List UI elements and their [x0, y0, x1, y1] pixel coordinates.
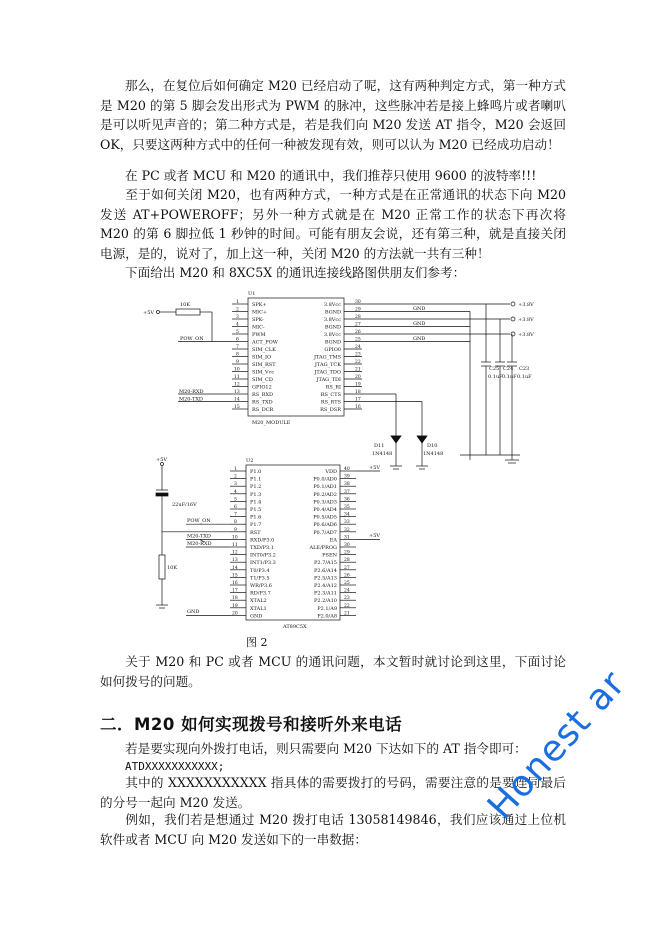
svg-text:BGND: BGND: [324, 339, 341, 346]
svg-text:RS_RI: RS_RI: [325, 384, 341, 391]
svg-text:SIM_IO: SIM_IO: [252, 354, 272, 361]
u2-vdd-supply-label: +5V: [369, 465, 380, 471]
svg-text:SPK+: SPK+: [252, 302, 267, 308]
svg-text:T0/P3.4: T0/P3.4: [250, 567, 270, 574]
svg-text:13: 13: [234, 390, 240, 395]
svg-text:P2.4/A12: P2.4/A12: [314, 583, 337, 589]
svg-text:XTAL2: XTAL2: [250, 598, 267, 605]
svg-text:P2.7/A15: P2.7/A15: [314, 560, 337, 567]
svg-text:33: 33: [344, 520, 350, 526]
svg-text:3: 3: [236, 315, 239, 320]
svg-text:18: 18: [232, 596, 238, 602]
svg-text:22: 22: [355, 360, 361, 365]
svg-text:RXD/P3.0: RXD/P3.0: [250, 537, 275, 544]
svg-text:29: 29: [344, 550, 350, 556]
svg-text:31: 31: [344, 535, 350, 541]
u2-name-label: AT89C5X: [283, 624, 307, 630]
gnd-label-3: GND: [413, 336, 426, 342]
gnd-label-1: GND: [413, 306, 426, 312]
gnd-label-2: GND: [413, 321, 426, 327]
svg-text:27: 27: [344, 565, 350, 571]
svg-text:17: 17: [355, 397, 361, 403]
svg-text:XTAL1: XTAL1: [250, 605, 267, 612]
svg-text:P0.5/AD5: P0.5/AD5: [313, 514, 337, 521]
svg-text:INT0/P3.2: INT0/P3.2: [250, 552, 276, 559]
svg-text:19: 19: [232, 603, 238, 609]
svg-text:27: 27: [355, 322, 361, 328]
svg-text:18: 18: [355, 390, 361, 395]
svg-text:ALE/PROG: ALE/PROG: [309, 545, 337, 551]
svg-text:P1.4: P1.4: [250, 499, 262, 506]
c23-label: C23: [519, 366, 530, 372]
paragraph-dial-command: ATDXXXXXXXXXXX;: [125, 760, 225, 773]
rail-38v-2: +3.8V: [518, 317, 534, 323]
svg-text:35: 35: [344, 505, 350, 510]
u1-right-pin-names: [313, 302, 342, 413]
svg-text:26: 26: [344, 573, 350, 579]
svg-text:21: 21: [344, 611, 350, 617]
svg-text:28: 28: [344, 558, 350, 564]
svg-text:JTAG_TDO: JTAG_TDO: [314, 369, 341, 376]
r1-label: 10K: [180, 302, 191, 308]
svg-text:5: 5: [234, 497, 237, 503]
svg-text:38: 38: [344, 482, 350, 488]
u2-left-pin-numbers: [232, 466, 238, 616]
svg-text:P0.6/AD6: P0.6/AD6: [313, 522, 337, 529]
svg-text:P0.7/AD7: P0.7/AD7: [313, 529, 337, 536]
paragraph-startup-check: 那么，在复位后如何确定 M20 已经启动了呢，这有两种判定方式，第一种方式是 M20 的第 5 脚会发出形式为 PWM 的脉冲，这些脉冲若是接上蜂鸣片或者喇叭是可以听见声音的；第二种方式是，若是我们向 M20 发送 AT 指令，M20 会返回 OK，只要这两种方式中的任何一种被发现有效，则可以认为 M20 已经成功启动！: [100, 78, 566, 152]
svg-text:PWM: PWM: [252, 332, 266, 338]
svg-text:GND: GND: [250, 613, 263, 620]
svg-text:SIM_CLK: SIM_CLK: [252, 347, 276, 353]
svg-text:7: 7: [236, 345, 239, 350]
svg-text:26: 26: [355, 330, 361, 335]
svg-text:P2.2/A10: P2.2/A10: [314, 598, 337, 605]
svg-text:30: 30: [344, 543, 350, 548]
svg-text:23: 23: [355, 352, 361, 358]
paragraph-power-off: 至于如何关闭 M20，也有两种方式，一种方式是在正常通讯的状态下向 M20 发送 AT+POWEROFF；另外一种方式就是在 M20 正常工作的状态下再次将 M20 的第 6 脚拉低 1 秒钟的时间。可能有朋友会说，还有第三种，就是直接关闭电源，是的，说对了，加上这一种，关闭 M20 的方法就一共有三种！: [100, 187, 566, 261]
svg-text:37: 37: [344, 489, 350, 495]
svg-text:21: 21: [355, 367, 361, 373]
svg-text:12: 12: [234, 382, 240, 388]
svg-text:32: 32: [344, 527, 350, 533]
svg-text:P1.1: P1.1: [250, 476, 262, 483]
svg-text:P0.1/AD1: P0.1/AD1: [313, 484, 337, 491]
paragraph-baud-rate: 在 PC 或者 MCU 和 M20 的通讯中，我们推荐只使用 9600 的波特率!!!: [125, 168, 537, 183]
svg-text:P1.2: P1.2: [250, 484, 262, 491]
svg-text:MIC-: MIC-: [252, 324, 265, 331]
m20-txd-label: M20-TXD: [179, 396, 203, 403]
d11-label: D11: [374, 443, 385, 449]
svg-text:RS_DSR: RS_DSR: [320, 407, 341, 413]
svg-text:1: 1: [234, 467, 237, 472]
svg-text:P1.7: P1.7: [250, 522, 262, 529]
svg-text:P1.5: P1.5: [250, 507, 262, 513]
svg-text:RST: RST: [250, 529, 261, 536]
svg-text:11: 11: [234, 375, 240, 380]
svg-text:RD/P3.7: RD/P3.7: [250, 590, 271, 597]
d11-value: 1N4148: [372, 451, 393, 457]
svg-text:P0.3/AD3: P0.3/AD3: [313, 499, 337, 506]
u1-name-label: M20_MODULE: [252, 420, 291, 426]
svg-text:11: 11: [232, 543, 238, 548]
svg-text:4: 4: [236, 322, 239, 328]
u2-ea-supply-label: +5V: [369, 533, 380, 539]
pow-on-label-top: POW_ON: [180, 336, 204, 342]
svg-text:13: 13: [232, 558, 238, 564]
pow-on-label-bottom: POW_ON: [187, 518, 211, 524]
svg-text:8: 8: [236, 352, 239, 358]
svg-text:WR/P3.6: WR/P3.6: [250, 583, 272, 589]
svg-text:10: 10: [234, 367, 240, 373]
svg-text:24: 24: [355, 345, 361, 350]
svg-text:BGND: BGND: [324, 309, 341, 316]
svg-text:20: 20: [232, 611, 238, 617]
svg-text:17: 17: [232, 588, 238, 594]
svg-text:39: 39: [344, 474, 350, 480]
svg-text:25: 25: [344, 581, 350, 586]
svg-text:6: 6: [236, 337, 239, 343]
svg-text:7: 7: [234, 512, 237, 518]
svg-text:1: 1: [236, 300, 239, 305]
paragraph-dial-explain: 其中的 XXXXXXXXXXX 指具体的需要拨打的号码，需要注意的是要连同最后的分号一起向 M20 发送。: [100, 775, 566, 810]
u2-right-pin-numbers: [344, 466, 350, 616]
svg-text:6: 6: [234, 505, 237, 510]
rail-38v-3: +3.8V: [518, 332, 534, 338]
svg-text:P2.5/A13: P2.5/A13: [314, 575, 337, 582]
svg-text:34: 34: [344, 512, 350, 518]
svg-text:T1/P3.5: T1/P3.5: [250, 575, 270, 582]
svg-text:SIM_RST: SIM_RST: [252, 362, 276, 368]
u1-right-pin-numbers: [355, 299, 361, 410]
svg-text:29: 29: [355, 307, 361, 313]
svg-text:TXD/P3.1: TXD/P3.1: [250, 545, 274, 551]
paragraph-dial-intro: 若是要实现向外拨打电话，则只需要向 M20 下达如下的 AT 指令即可：: [125, 741, 527, 756]
u1-left-pin-names: [251, 302, 279, 413]
svg-text:14: 14: [232, 565, 238, 571]
c25-label: C25: [489, 366, 500, 372]
svg-text:9: 9: [236, 360, 239, 365]
svg-text:P1.3: P1.3: [250, 491, 262, 498]
u1-ref-label: U1: [248, 291, 256, 297]
svg-text:BGND: BGND: [324, 324, 341, 331]
svg-text:PSEN: PSEN: [322, 552, 337, 559]
svg-text:P1.0: P1.0: [250, 469, 262, 475]
svg-text:25: 25: [355, 337, 361, 343]
svg-text:28: 28: [355, 315, 361, 320]
pulldown-resistor-label: 10K: [167, 565, 178, 571]
d10-value: 1N4148: [423, 451, 444, 457]
svg-text:4: 4: [234, 489, 237, 495]
svg-text:JTAG_TMS: JTAG_TMS: [313, 354, 341, 361]
svg-text:20: 20: [355, 375, 361, 380]
svg-text:15: 15: [234, 405, 240, 410]
svg-text:P0.4/AD4: P0.4/AD4: [313, 507, 337, 513]
svg-text:RS_TXD: RS_TXD: [252, 399, 273, 406]
u1-left-pin-numbers: [234, 299, 240, 410]
svg-text:EA: EA: [329, 537, 337, 544]
svg-text:P1.6: P1.6: [250, 514, 262, 521]
svg-text:RS_DCR: RS_DCR: [252, 407, 274, 413]
svg-text:24: 24: [344, 588, 350, 594]
svg-text:9: 9: [234, 527, 237, 533]
svg-text:15: 15: [232, 573, 238, 579]
svg-text:P2.0/A8: P2.0/A8: [317, 613, 337, 620]
svg-text:RS_RTS: RS_RTS: [320, 399, 341, 406]
svg-text:23: 23: [344, 596, 350, 602]
svg-text:12: 12: [232, 550, 238, 556]
svg-text:VDD: VDD: [325, 469, 337, 475]
svg-text:SIM_CD: SIM_CD: [252, 377, 273, 383]
c25-value: 0.1uF: [488, 374, 503, 380]
c23-value: 0.1uF: [517, 374, 532, 380]
svg-text:SIM_Vcc: SIM_Vcc: [252, 369, 275, 376]
svg-text:30: 30: [355, 300, 361, 305]
svg-text:P0.2/AD2: P0.2/AD2: [313, 491, 337, 498]
paragraph-figure-intro: 下面给出 M20 和 8XC5X 的通讯连接线路图供朋友们参考：: [125, 265, 466, 280]
c24-value: 0.1uF: [502, 374, 517, 380]
rail-38v-1: +3.8V: [518, 302, 534, 308]
svg-text:P2.1/A9: P2.1/A9: [317, 605, 337, 612]
svg-text:3.8Vcc: 3.8Vcc: [323, 332, 341, 338]
resistor-pulldown: [159, 555, 165, 579]
svg-text:19: 19: [355, 382, 361, 388]
svg-text:10: 10: [232, 535, 238, 541]
svg-text:40: 40: [344, 467, 350, 472]
u2-left-pin-names: [250, 469, 276, 619]
svg-text:RS_RXD: RS_RXD: [252, 392, 274, 398]
svg-text:36: 36: [344, 497, 350, 503]
svg-text:GPIO0: GPIO0: [324, 347, 341, 353]
svg-text:2: 2: [234, 474, 237, 480]
svg-text:3.8Vcc: 3.8Vcc: [323, 302, 341, 308]
svg-text:P0.0/AD0: P0.0/AD0: [313, 476, 337, 483]
svg-text:P2.6/A14: P2.6/A14: [314, 567, 337, 574]
svg-text:P2.3/A11: P2.3/A11: [314, 590, 337, 597]
svg-text:JTAG_TCK: JTAG_TCK: [314, 362, 341, 368]
svg-text:ACT_POW: ACT_POW: [252, 339, 278, 346]
svg-text:5: 5: [236, 330, 239, 335]
gnd-label-bottom: GND: [187, 609, 200, 615]
watermark-text: Honest ar: [480, 663, 634, 828]
d10-label: D10: [427, 443, 438, 449]
u2-right-pin-names: [309, 469, 338, 619]
resistor-r1: [176, 309, 200, 315]
electrolytic-cap-label: 22uF/16V: [172, 502, 197, 508]
svg-text:MIC+: MIC+: [252, 309, 268, 316]
svg-text:3.8Vcc: 3.8Vcc: [323, 317, 341, 323]
svg-text:22: 22: [344, 603, 350, 609]
figure-caption: 图 2: [246, 636, 268, 649]
vplus-label-bottom: +5V: [156, 457, 167, 463]
m20-txd-label-bottom: M20-TXD: [187, 533, 211, 540]
power-on-wiring: [157, 309, 233, 402]
svg-text:RS_CTS: RS_CTS: [320, 392, 341, 398]
svg-text:16: 16: [232, 581, 238, 586]
svg-text:3: 3: [234, 482, 237, 488]
svg-text:JTAG_TDI: JTAG_TDI: [316, 377, 341, 383]
svg-text:16: 16: [355, 405, 361, 410]
svg-text:INT1/P3.3: INT1/P3.3: [250, 560, 276, 567]
c24-label: C24: [503, 366, 514, 372]
svg-text:GPIO12: GPIO12: [252, 384, 272, 391]
u2-ref-label: U2: [246, 458, 254, 464]
m20-rxd-label-bottom: M20-RXD: [187, 541, 212, 547]
svg-text:SPK-: SPK-: [252, 317, 264, 323]
section-heading: 二．M20 如何实现拨号和接听外来电话: [100, 715, 403, 734]
svg-text:14: 14: [234, 397, 240, 403]
svg-text:2: 2: [236, 307, 239, 313]
paragraph-comm-summary: 关于 M20 和 PC 或者 MCU 的通讯问题，本文暂时就讨论到这里，下面讨论如何拨号的问题。: [100, 654, 566, 689]
m20-rxd-label: M20-RXD: [179, 389, 204, 395]
power-rail-wiring: [362, 302, 520, 463]
vplus-label-top: +5V: [143, 310, 154, 316]
svg-text:8: 8: [234, 520, 237, 526]
paragraph-dial-example: 例如，我们若是想通过 M20 拨打电话 13058149846，我们应该通过上位机软件或者 MCU 向 M20 发送如下的一串数据：: [100, 812, 566, 847]
diode-wiring: [362, 394, 428, 469]
